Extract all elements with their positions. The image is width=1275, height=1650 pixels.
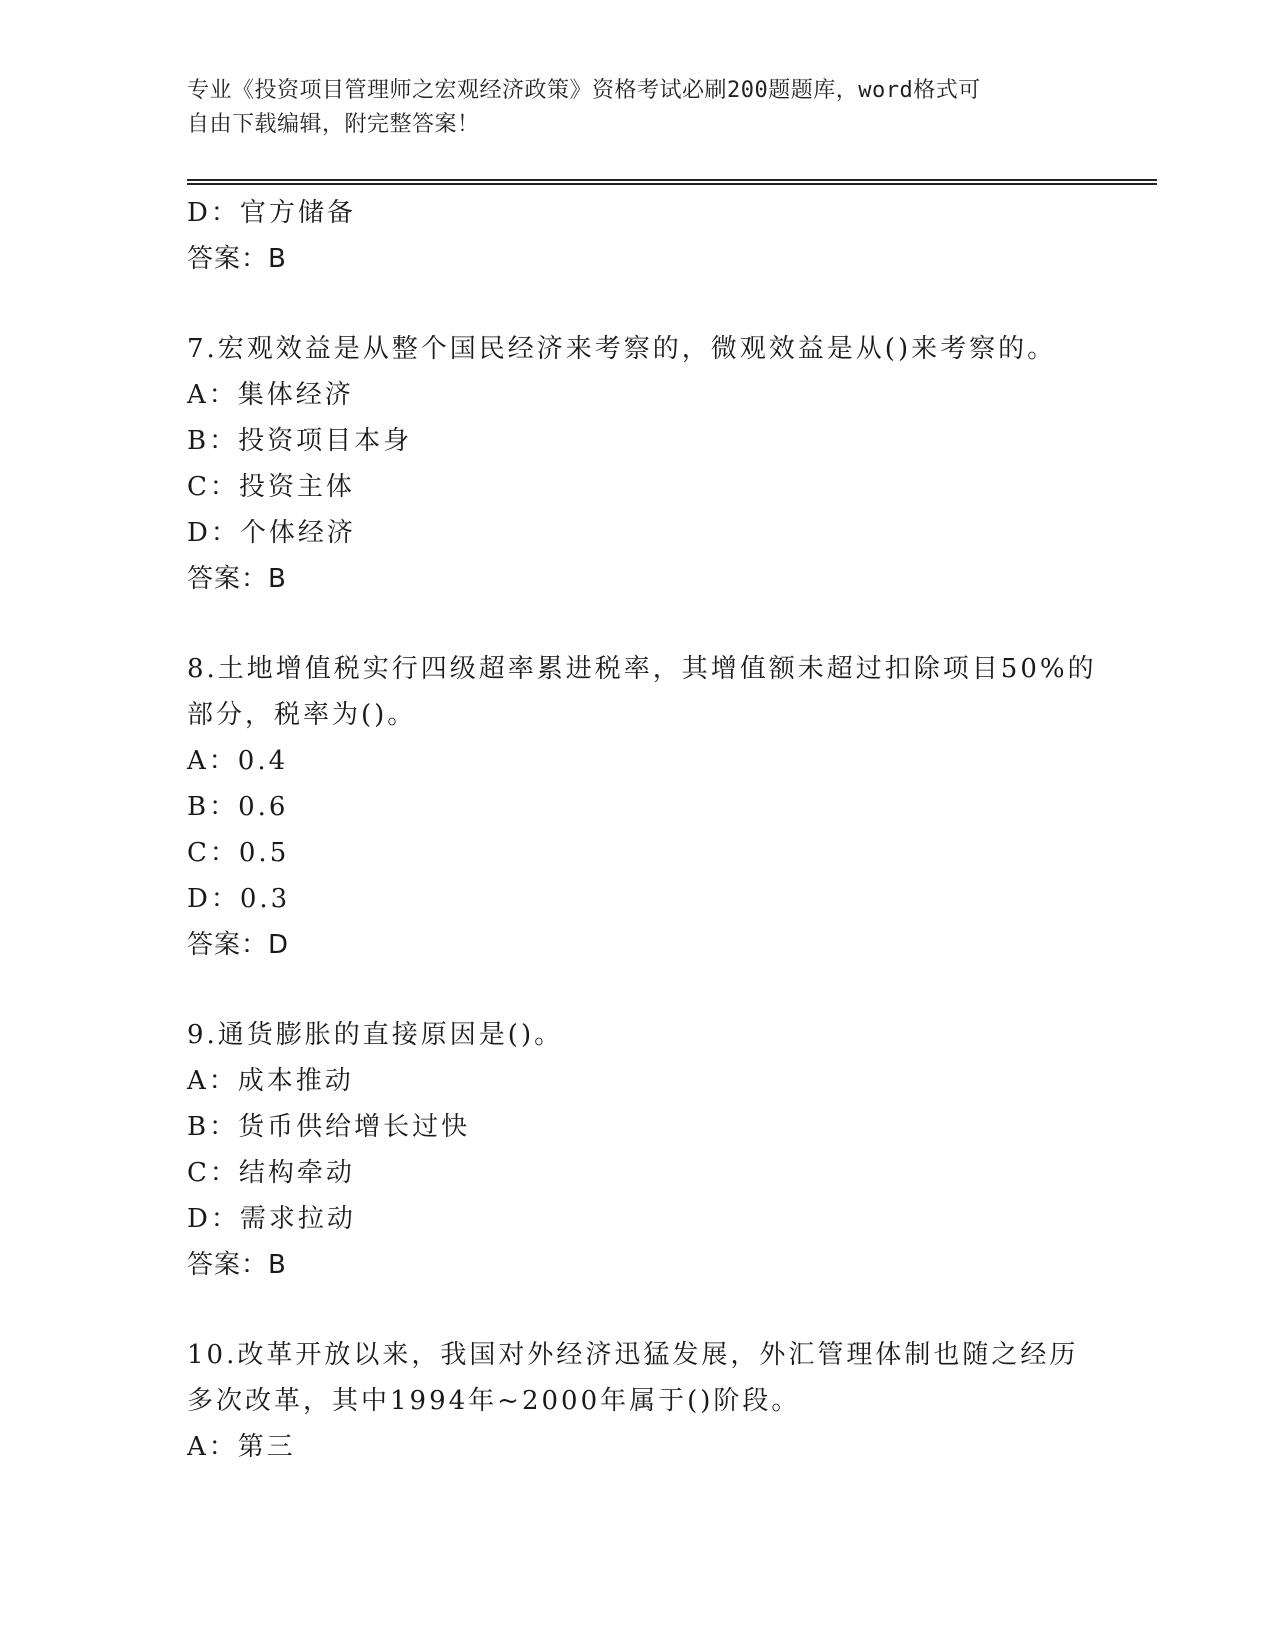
- option-a: A：0.4: [187, 746, 289, 776]
- answer-line: 答案：B: [187, 244, 287, 274]
- option-d: D：0.3: [187, 884, 291, 914]
- header-title-line-1: 专业《投资项目管理师之宏观经济政策》资格考试必刷200题题库，word格式可: [187, 78, 981, 103]
- answer-line: 答案：B: [187, 1250, 287, 1280]
- question-8: [187, 646, 1097, 968]
- question-stem: 9.通货膨胀的直接原因是()。: [187, 1020, 564, 1050]
- question-stem-line-1: 10.改革开放以来，我国对外经济迅猛发展，外汇管理体制也随之经历: [187, 1340, 1079, 1370]
- option-a: A：第三: [187, 1432, 296, 1462]
- question-10: [187, 1332, 1087, 1470]
- option-d: D：需求拉动: [187, 1204, 356, 1234]
- spacer: [187, 968, 1087, 1012]
- answer-line: 答案：B: [187, 564, 287, 594]
- question-stem-line-2: 多次改革，其中1994年~2000年属于()阶段。: [187, 1386, 801, 1416]
- answer-line: 答案：D: [187, 930, 290, 960]
- option-c: C：结构牵动: [187, 1158, 355, 1188]
- spacer: [187, 602, 1087, 646]
- page-header: [187, 74, 1087, 142]
- option-a: A：集体经济: [187, 380, 354, 410]
- header-divider: [187, 179, 1157, 185]
- option-b: B：货币供给增长过快: [187, 1112, 471, 1142]
- option-b: B：0.6: [187, 792, 289, 822]
- question-stem: 7.宏观效益是从整个国民经济来考察的，微观效益是从()来考察的。: [187, 334, 1057, 364]
- spacer: [187, 1288, 1087, 1332]
- question-content: [187, 190, 1097, 1470]
- option-c: C：投资主体: [187, 472, 355, 502]
- header-title-line-2: 自由下载编辑，附完整答案！: [187, 112, 480, 137]
- option-c: C：0.5: [187, 838, 290, 868]
- option-d: D：官方储备: [187, 198, 356, 228]
- question-7: [187, 326, 1087, 602]
- question-stem-line-2: 部分，税率为()。: [187, 700, 417, 730]
- spacer: [187, 282, 1087, 326]
- option-d: D：个体经济: [187, 518, 356, 548]
- question-stem-line-1: 8.土地增值税实行四级超率累进税率，其增值额未超过扣除项目50%的: [187, 654, 1097, 684]
- option-b: B：投资项目本身: [187, 426, 413, 456]
- question-9: [187, 1012, 1087, 1288]
- option-a: A：成本推动: [187, 1066, 354, 1096]
